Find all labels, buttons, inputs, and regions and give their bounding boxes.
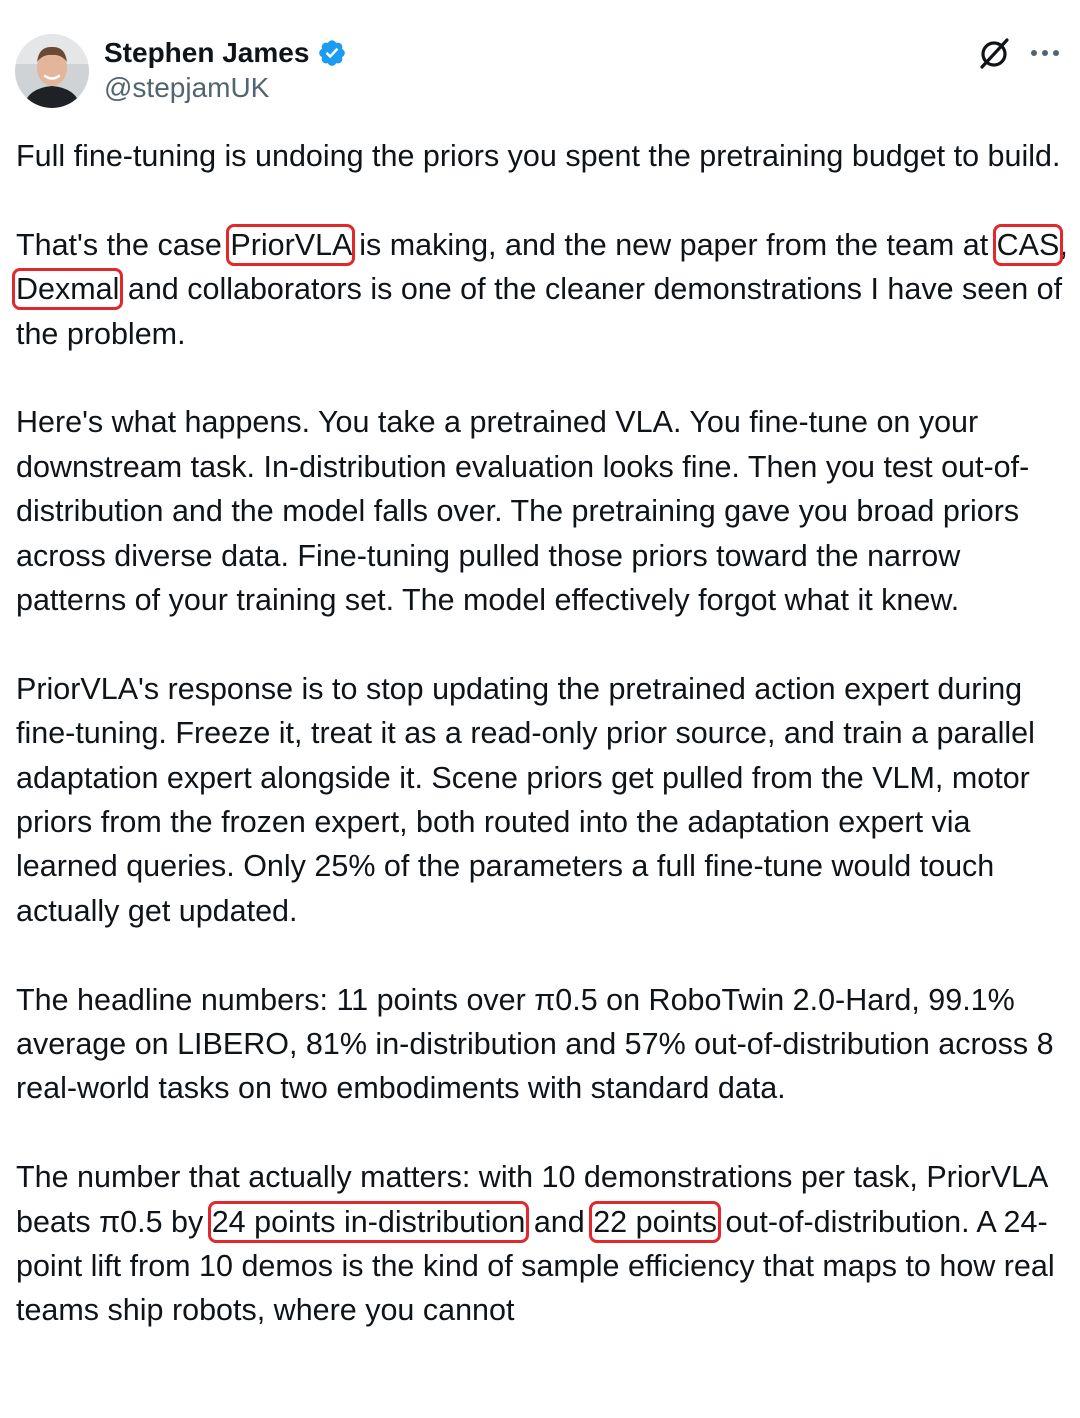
author-name[interactable]: Stephen James — [104, 37, 310, 68]
tweet-paragraph-6 — [16, 1155, 1074, 1333]
tweet-text — [16, 134, 1074, 1377]
avatar-image — [15, 34, 89, 108]
tweet-paragraph-2 — [16, 223, 1074, 356]
tweet-paragraph-3: Here's what happens. You take a pretrained VLA. You fine-tune on your downstream task. In-distribution evaluation looks fine. Then you test out-of-distribution and the model falls over. The pretraining gave you broad priors across diverse data. Fine-tuning pulled those priors toward the narrow patterns of your training set. The model effectively forgot what it knew. — [16, 405, 1030, 618]
verified-badge-icon — [317, 38, 347, 68]
highlight-dexmal: Dexmal — [16, 272, 120, 307]
avatar[interactable] — [15, 34, 89, 108]
text-fragment: out-of-distribution. A 24-point lift from 10 demos is the kind of sample efficiency that maps to how real teams ship robots, where you cannot — [16, 1204, 1055, 1328]
highlight-22-points: 22 points — [593, 1204, 717, 1239]
more-options-icon[interactable] — [1028, 38, 1062, 68]
author-handle[interactable]: @stepjamUK — [104, 72, 270, 103]
author-name-row — [104, 34, 347, 72]
text-fragment: The number that actually matters: with 10 demonstrations per task, PriorVLA beats π0.5 by — [16, 1160, 1047, 1239]
text-fragment: That's the case — [16, 227, 231, 262]
tweet-paragraph-4: PriorVLA's response is to stop updating the pretrained action expert during fine-tuning. Freeze it, treat it as a read-only prior source, and train a parallel adaptation expert alongside it. Scene priors get pulled from the VLM, motor priors from the frozen expert, both routed into the adaptation expert via learned queries. Only 25% of the parameters a full fine-tune would touch actually get updated. — [16, 671, 1035, 928]
grok-icon[interactable] — [976, 35, 1012, 71]
tweet-paragraph-5: The headline numbers: 11 points over π0.5 on RoboTwin 2.0-Hard, 99.1% average on LIBERO, 81% in-distribution and 57% out-of-distribution across 8 real-world tasks on two embodiments with standard data. — [16, 982, 1054, 1106]
highlight-priorvla: PriorVLA — [230, 227, 351, 262]
text-fragment: , — [1059, 227, 1068, 262]
highlight-cas: CAS — [996, 227, 1060, 262]
text-fragment: is making, and the new paper from the team at — [350, 227, 997, 262]
text-fragment: and — [525, 1204, 594, 1239]
highlight-24-points: 24 points in-distribution — [211, 1204, 526, 1239]
text-fragment: and collaborators is one of the cleaner demonstrations I have seen of the problem. — [16, 272, 1063, 351]
tweet-paragraph-1: Full fine-tuning is undoing the priors you spent the pretraining budget to build. — [16, 139, 1061, 173]
